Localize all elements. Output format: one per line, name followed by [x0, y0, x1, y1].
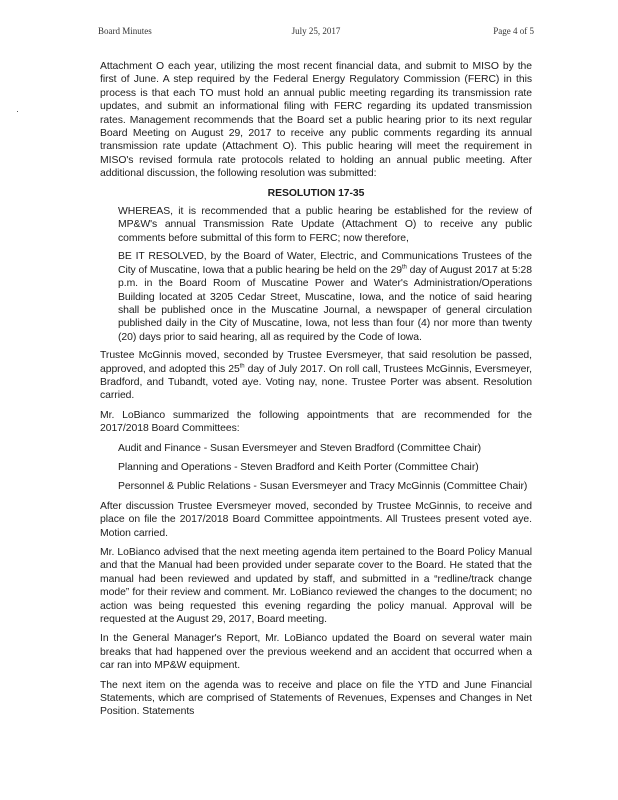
- resolved-text-2: day of August 2017 at 5:28 p.m. in the Board Room of Muscatine Power and Water's Administration/Operations Building located at 3205 Cedar Street, Muscatine, Iowa, and the notice of said hearing shall be published once in the Muscatine Journal, a newspaper of general circulation published daily in the City of Muscatine, Iowa, not less than four (4) nor more than twenty (20) days prior to said hearing, all as required by the Code of Iowa.: [118, 264, 533, 343]
- margin-mark: [17, 111, 18, 112]
- resolution-title: RESOLUTION 17-35: [267, 187, 365, 199]
- resolution-resolved: [118, 250, 532, 344]
- resolution-body: [100, 205, 532, 344]
- resolved-text-1: BE IT RESOLVED, by the Board of Water, Electric, and Communications Trustees of the City of Muscatine, Iowa that a public hearing be held on the 29: [118, 251, 532, 276]
- header-date: July 25, 2017: [291, 26, 341, 36]
- committee-item-planning-operations: Planning and Operations - Steven Bradford and Keith Porter (Committee Chair): [118, 461, 479, 473]
- document-body: [100, 60, 532, 725]
- committee-item-personnel-public-relations: Personnel & Public Relations - Susan Eversmeyer and Tracy McGinnis (Committee Chair): [118, 481, 528, 493]
- vote-ordinal: th: [239, 363, 245, 370]
- resolution-whereas: WHEREAS, it is recommended that a public hearing be established for the review of MP&W's annual Transmission Rate Update (Attachment O) to receive any public comments before submittal of this form to FERC; now therefore,: [118, 206, 532, 244]
- appointments-intro: Mr. LoBianco summarized the following appointments that are recommended for the 2017/2018 Board Committees:: [100, 409, 532, 435]
- appointments-motion: After discussion Trustee Eversmeyer moved, seconded by Trustee McGinnis, to receive and place on file the 2017/2018 Board Committee appointments. All Trustees present voted aye. Motion carried.: [100, 500, 532, 539]
- resolution-vote: [100, 349, 532, 403]
- header-page-number: Page 4 of 5: [493, 26, 534, 36]
- vote-text-2: day of July 2017. On roll call, Trustees McGinnis, Eversmeyer, Bradford, and Tubandt, voted aye. Voting nay, none. Trustee Porter was absent. Resolution carried.: [100, 363, 532, 402]
- committee-list: [100, 442, 532, 494]
- header-title: Board Minutes: [98, 26, 152, 36]
- paragraph-financials: The next item on the agenda was to receive and place on file the YTD and June Financial Statements, which are comprised of Statements of Revenues, Expenses and Changes in Net Position. Statements: [100, 679, 532, 718]
- page-header: [98, 26, 534, 40]
- resolved-ordinal: th: [401, 264, 407, 271]
- paragraph-attachment-o: Attachment O each year, utilizing the most recent financial data, and submit to MISO by the first of June. A step required by the Federal Energy Regulatory Commission (FERC) in this process is that each TO must hold an annual public meeting regarding its transmission rate updates, and submit an informational filing with FERC regarding its updated transmission rates. Management recommends that the Board set a public hearing prior to its next regular Board Meeting on August 29, 2017 to receive any public comments regarding its annual transmission rate update (Attachment O). This public hearing will meet the requirement in MISO's revised formula rate protocols related to holding an annual public meeting. After additional discussion, the following resolution was submitted:: [100, 61, 532, 180]
- paragraph-gm-report: In the General Manager's Report, Mr. LoBianco updated the Board on several water main breaks that had happened over the previous weekend and an accident that occurred when a car ran into MP&W equipment.: [100, 633, 532, 672]
- vote-text-1: Trustee McGinnis moved, seconded by Trustee Eversmeyer, that said resolution be passed, approved, and adopted this 25: [100, 350, 532, 375]
- committee-item-audit-finance: Audit and Finance - Susan Eversmeyer and Steven Bradford (Committee Chair): [118, 442, 482, 454]
- paragraph-policy-manual: Mr. LoBianco advised that the next meeting agenda item pertained to the Board Policy Manual and that the Manual had been provided under separate cover to the Board. He stated that the manual had been reviewed and updated by staff, and submitted in a “redline/track change mode” for their review and comment. Mr. LoBianco reviewed the changes to the document; no action was being requested this evening regarding the policy manual. Approval will be requested at the August 29, 2017, Board meeting.: [100, 547, 532, 626]
